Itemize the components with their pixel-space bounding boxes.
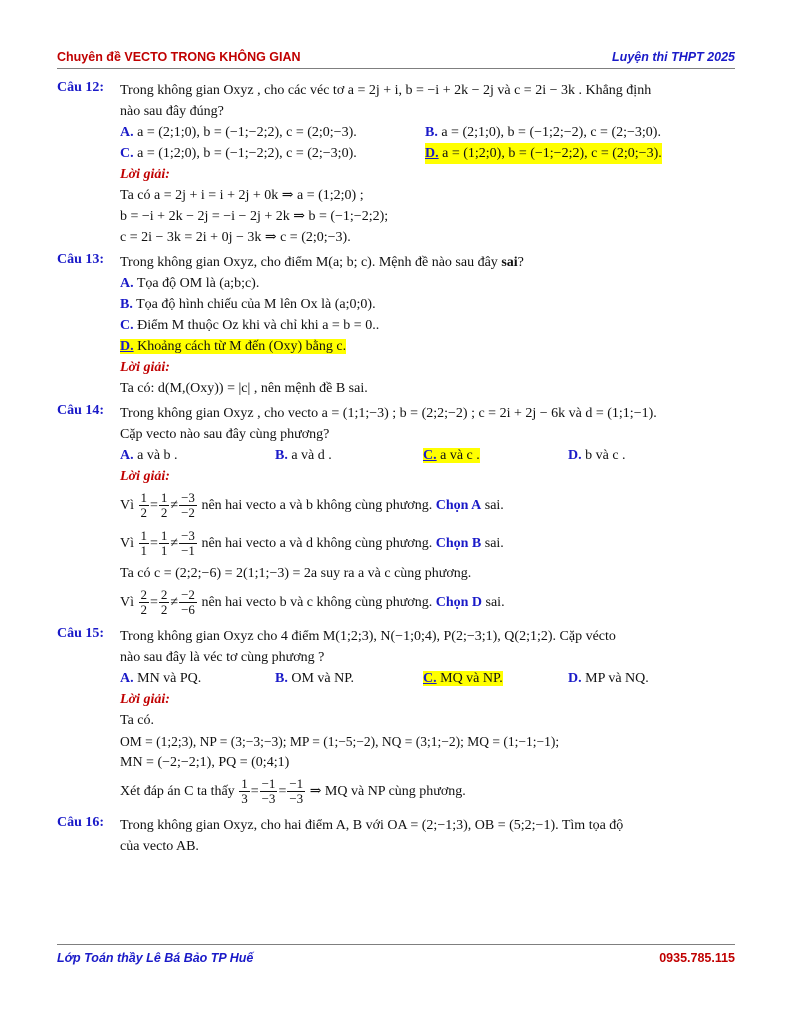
not-equal-sign: ≠	[170, 595, 179, 610]
solution-line: OM = (1;2;3), NP = (3;−3;−3); MP = (1;−5;−2), NQ = (3;1;−2); MQ = (1;−1;−1);	[120, 734, 560, 749]
question-15	[57, 626, 741, 811]
reason-prefix: Vì	[120, 595, 134, 610]
stem-text: Trong không gian Oxyz, cho điểm M(a; b; c). Mệnh đề nào sau đây	[120, 255, 502, 270]
reason-prefix: Vì	[120, 536, 134, 551]
option-letter: B.	[275, 448, 288, 463]
options-row	[120, 122, 741, 143]
correct-answer-highlight	[423, 448, 480, 463]
solution-label: Lời giải:	[120, 167, 170, 182]
numerator: 1	[140, 528, 147, 544]
footer-phone: 0935.785.115	[659, 951, 735, 965]
reason-prefix: Xét đáp án C ta thấy	[120, 784, 235, 799]
fraction	[179, 588, 197, 617]
fraction	[139, 588, 150, 617]
question-12	[57, 80, 741, 248]
question-stem-cont: nào sau đây đúng?	[120, 104, 224, 119]
fraction	[159, 491, 170, 520]
option-c: a và c .	[440, 448, 480, 463]
fraction	[159, 529, 170, 558]
option-letter: D.	[568, 448, 582, 463]
option-d: Khoảng cách từ M đến (Oxy) bằng c.	[137, 339, 347, 354]
correct-answer-highlight	[425, 143, 662, 164]
correct-answer-highlight	[423, 671, 503, 686]
reason-end: sai.	[484, 498, 504, 513]
option-a: a = (2;1;0), b = (−1;−2;2), c = (2;0;−3).	[137, 125, 357, 140]
numerator: −3	[181, 528, 195, 544]
denominator: −1	[181, 543, 195, 559]
denominator: −2	[181, 505, 195, 521]
option-a: Tọa độ OM là (a;b;c).	[136, 276, 260, 291]
numerator: −2	[181, 587, 195, 603]
numerator: 2	[160, 587, 168, 603]
option-row-b	[120, 294, 741, 315]
option-b: Tọa độ hình chiếu của M lên Ox là (a;0;0).	[136, 297, 376, 312]
solution-line: Ta có a = 2j + i = i + 2j + 0k ⇒ a = (1;2;0) ;	[120, 188, 364, 203]
choice-label: Chọn B	[435, 536, 482, 551]
solution-line: MN = (−2;−2;1), PQ = (0;4;1)	[120, 755, 290, 770]
denominator: −3	[261, 791, 276, 807]
not-equal-sign: ≠	[170, 498, 179, 513]
option-c: a = (1;2;0), b = (−1;−2;2), c = (2;−3;0).	[137, 146, 357, 161]
option-c: Điểm M thuộc Oz khi và chỉ khi a = b = 0..	[137, 318, 380, 333]
question-13	[57, 252, 741, 399]
question-label: Câu 13:	[57, 252, 105, 267]
option-b: OM và NP.	[291, 671, 354, 686]
solution-line: Ta có c = (2;2;−6) = 2(1;1;−3) = 2a suy ra a và c cùng phương.	[120, 566, 472, 581]
option-d: b và c .	[585, 448, 626, 463]
option-letter: A.	[120, 671, 134, 686]
fraction	[139, 491, 150, 520]
option-letter: A.	[120, 276, 134, 291]
fraction	[179, 491, 197, 520]
denominator: 1	[140, 543, 147, 559]
question-stem-cont: Cặp vecto nào sau đây cùng phương?	[120, 427, 330, 442]
question-stem: Trong không gian Oxyz, cho hai điểm A, B với OA = (2;−1;3), OB = (5;2;−1). Tìm tọa độ	[120, 818, 624, 833]
solution-label: Lời giải:	[120, 469, 170, 484]
fraction	[287, 777, 305, 806]
question-label: Câu 12:	[57, 80, 105, 95]
numerator: 1	[160, 528, 168, 544]
reason-end: sai.	[485, 595, 505, 610]
option-row-c	[120, 315, 741, 336]
stem-emphasis: sai	[501, 255, 518, 270]
reason-text: nên hai vecto a và b không cùng phương.	[201, 498, 433, 513]
denominator: 3	[241, 791, 248, 807]
denominator: −6	[181, 602, 195, 618]
solution-label: Lời giải:	[120, 360, 170, 375]
solution-fraction-line	[120, 773, 741, 811]
option-letter: B.	[120, 297, 133, 312]
solution-line: Ta có.	[120, 713, 155, 728]
solution-fraction-line	[120, 487, 741, 525]
reason-end: sai.	[484, 536, 504, 551]
options-row	[120, 668, 741, 689]
correct-answer-highlight	[120, 339, 346, 354]
option-letter: C.	[423, 448, 437, 463]
choice-label: Chọn A	[435, 498, 482, 513]
option-b: a và d .	[291, 448, 332, 463]
numerator: 1	[160, 490, 168, 506]
reason-text: nên hai vecto a và d không cùng phương.	[201, 536, 433, 551]
option-c: MQ và NP.	[440, 671, 503, 686]
choice-label: Chọn D	[435, 595, 483, 610]
numerator: −1	[261, 776, 276, 792]
option-b: a = (2;1;0), b = (−1;2;−2), c = (2;−3;0).	[441, 125, 661, 140]
footer-teacher: Lớp Toán thầy Lê Bá Bảo TP Huế	[57, 951, 254, 965]
denominator: 2	[140, 602, 147, 618]
option-letter: C.	[120, 146, 134, 161]
equals-sign: =	[150, 536, 158, 551]
equals-sign: =	[278, 784, 287, 799]
denominator: 2	[160, 505, 168, 521]
equals-sign: =	[150, 595, 158, 610]
numerator: −1	[289, 776, 304, 792]
solution-fraction-line	[120, 584, 741, 622]
reason-prefix: Vì	[120, 498, 134, 513]
option-row-d	[120, 336, 741, 357]
option-letter: A.	[120, 125, 134, 140]
option-letter: B.	[425, 125, 438, 140]
option-letter: D.	[568, 671, 582, 686]
options-row	[120, 143, 741, 164]
question-14	[57, 403, 741, 622]
header-course: Luyện thi THPT 2025	[612, 50, 735, 64]
question-16	[57, 815, 741, 857]
denominator: 2	[140, 505, 147, 521]
fraction	[139, 529, 150, 558]
option-letter: C.	[423, 671, 437, 686]
option-letter: C.	[120, 318, 134, 333]
option-letter: D.	[425, 146, 439, 161]
fraction	[179, 529, 197, 558]
question-label: Câu 14:	[57, 403, 105, 418]
option-letter: B.	[275, 671, 288, 686]
fraction	[159, 588, 170, 617]
option-letter: D.	[120, 339, 134, 354]
solution-line: b = −i + 2k − 2j = −i − 2j + 2k ⇒ b = (−1;−2;2);	[120, 209, 389, 224]
option-a: a và b .	[137, 448, 178, 463]
question-stem-cont: của vecto AB.	[120, 839, 199, 854]
denominator: −3	[289, 791, 304, 807]
reason-text: nên hai vecto b và c không cùng phương.	[201, 595, 433, 610]
option-a: MN và PQ.	[137, 671, 202, 686]
option-d: MP và NQ.	[585, 671, 649, 686]
question-stem	[120, 252, 741, 273]
equals-sign: =	[250, 784, 259, 799]
numerator: 1	[241, 776, 248, 792]
numerator: −3	[181, 490, 195, 506]
denominator: 2	[160, 602, 168, 618]
solution-label: Lời giải:	[120, 692, 170, 707]
question-label: Câu 16:	[57, 815, 105, 830]
header-topic: Chuyên đề VECTO TRONG KHÔNG GIAN	[57, 50, 301, 64]
option-row-a	[120, 273, 741, 294]
option-d: a = (1;2;0), b = (−1;−2;2), c = (2;0;−3).	[442, 146, 662, 161]
numerator: 2	[140, 587, 147, 603]
reason-text: ⇒ MQ và NP cùng phương.	[309, 784, 466, 799]
option-letter: A.	[120, 448, 134, 463]
numerator: 1	[140, 490, 147, 506]
solution-line: c = 2i − 3k = 2i + 0j − 3k ⇒ c = (2;0;−3).	[120, 230, 351, 245]
question-label: Câu 15:	[57, 626, 105, 641]
page-footer	[57, 944, 735, 975]
question-stem: Trong không gian Oxyz , cho các véc tơ a = 2j + i, b = −i + 2k − 2j và c = 2i − 3k . Khẳng định	[120, 83, 652, 98]
equals-sign: =	[150, 498, 158, 513]
fraction	[239, 777, 250, 806]
options-row	[120, 445, 741, 466]
not-equal-sign: ≠	[170, 536, 179, 551]
question-stem-cont: nào sau đây là véc tơ cùng phương ?	[120, 650, 325, 665]
question-stem: Trong không gian Oxyz , cho vecto a = (1;1;−3) ; b = (2;2;−2) ; c = 2i + 2j − 6k và d = (1;1;−1).	[120, 406, 657, 421]
denominator: 1	[160, 543, 168, 559]
page-header	[57, 46, 735, 69]
fraction	[260, 777, 278, 806]
solution-fraction-line	[120, 525, 741, 563]
solution-line: Ta có: d(M,(Oxy)) = |c| , nên mệnh đề B sai.	[120, 381, 368, 396]
content	[57, 80, 741, 857]
stem-end: ?	[517, 255, 524, 270]
question-stem: Trong không gian Oxyz cho 4 điểm M(1;2;3), N(−1;0;4), P(2;−3;1), Q(2;1;2). Cặp vécto	[120, 629, 616, 644]
